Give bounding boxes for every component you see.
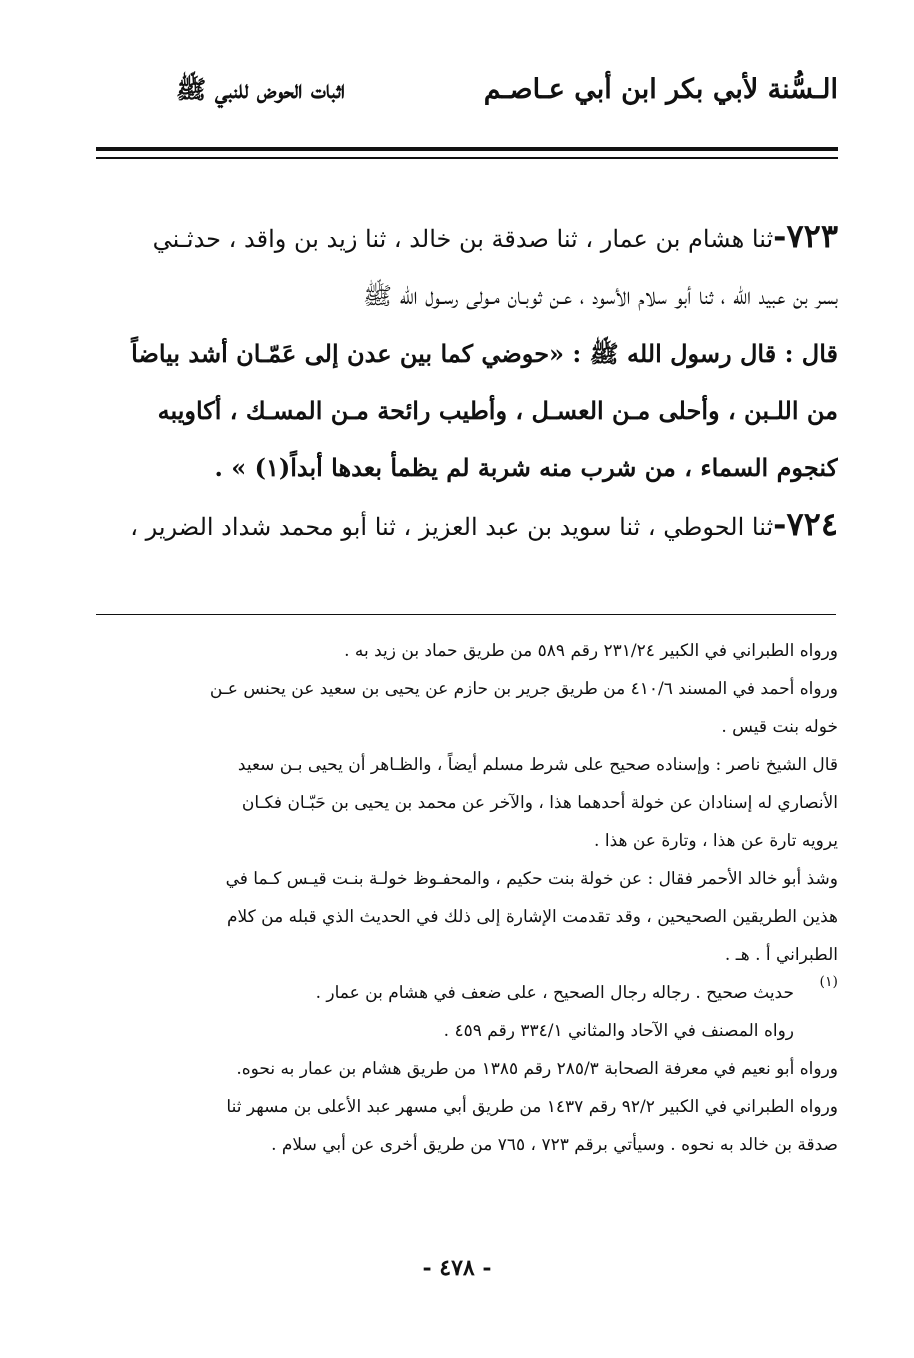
footnote-line: قال الشيخ ناصر : وإسناده صحيح على شرط مسلم أيضاً ، والظـاهر أن يحيى بـن سعيد [237, 755, 838, 775]
page-header [96, 74, 838, 124]
footnote-separator [96, 614, 836, 615]
footnote-line: ورواه الطبراني في الكبير ٢٣١/٢٤ رقم ٥٨٩ من طريق حماد بن زيد به . [344, 641, 838, 661]
footnote-line: رواه المصنف في الآحاد والمثاني ٣٣٤/١ رقم ٤٥٩ . [443, 1021, 794, 1041]
footnote-line: ورواه أبو نعيم في معرفة الصحابة ٢٨٥/٣ رقم ١٣٨٥ من طريق هشام بن عمار به نحوه. [236, 1059, 838, 1079]
footnotes [96, 632, 838, 1164]
chapter-title: اثبات الحوض للنبي ﷺ [176, 75, 345, 104]
footnote-line: الطبراني أ . هـ . [724, 945, 838, 965]
header-rule-thick [96, 147, 838, 151]
main-text [96, 208, 838, 556]
hadith-723-line-3: قال : قال رسول الله ﷺ : «حوضي كما بين عدن إلى عَمّـان أشد بياضاً [131, 339, 838, 368]
hadith-723-line-2: بسر بن عبيد الله ، ثنا أبو سلام الأسود ، عـن ثوبـان مـولى رسـول الله ﷺ [362, 282, 838, 310]
footnote-line: ورواه أحمد في المسند ٤١٠/٦ من طريق جرير بن حازم عن يحيى بن سعيد عن يحنس عـن [209, 679, 838, 699]
footnote-line: وشذ أبو خالد الأحمر فقال : عن خولة بنت حكيم ، والمحفـوظ خولـة بنـت قيـس كـما في [225, 869, 838, 889]
footnote-line: يرويه تارة عن هذا ، وتارة عن هذا . [594, 831, 838, 851]
footnote-line: خوله بنت قيس . [721, 717, 838, 737]
hadith-723-line-1: ٧٢٣-ثنا هشام بن عمار ، ثنا صدقة بن خالد ، ثنا زيد بن واقد ، حدثـني [152, 217, 838, 255]
hadith-number: ٧٢٣- [773, 217, 838, 255]
footnote-1 [96, 974, 838, 1164]
footnote-line: ورواه الطبراني في الكبير ٩٢/٢ رقم ١٤٣٧ من طريق أبي مسهر عبد الأعلى بن مسهر ثنا [226, 1097, 838, 1117]
footnote-line: هذين الطريقين الصحيحين ، وقد تقدمت الإشارة إلى ذلك في الحديث الذي قبله من كلام [226, 907, 838, 927]
hadith-number: ٧٢٤- [773, 505, 838, 543]
footnote-line: حديث صحيح . رجاله رجال الصحيح ، على ضعف في هشام بن عمار . [315, 983, 794, 1003]
footnote-marker: (١) [819, 974, 838, 990]
book-title: الـسُّنة لأبي بكر ابن أبي عـاصـم [483, 74, 838, 105]
hadith-724-line-1: ٧٢٤-ثنا الحوطي ، ثنا سويد بن عبد العزيز ، ثنا أبو محمد شداد الضرير ، [130, 505, 838, 543]
hadith-723-line-5: كنجوم السماء ، من شرب منه شربة لم يظمأ بعدها أبداً(١) » . [214, 453, 838, 482]
footnote-line: صدقة بن خالد به نحوه . وسيأتي برقم ٧٢٣ ، ٧٦٥ من طريق أخرى عن أبي سلام . [271, 1135, 838, 1155]
header-rule-thin [96, 157, 838, 159]
footnote-line: الأنصاري له إسنادان عن خولة أحدهما هذا ، والآخر عن محمد بن يحيى بن حَبّـان فكـان [241, 793, 838, 813]
hadith-723-line-4: من اللـبن ، وأحلى مـن العسـل ، وأطيب رائحة مـن المسـك ، أكاويبه [157, 396, 838, 425]
page-number: - ٤٧٨ - [422, 1255, 492, 1281]
